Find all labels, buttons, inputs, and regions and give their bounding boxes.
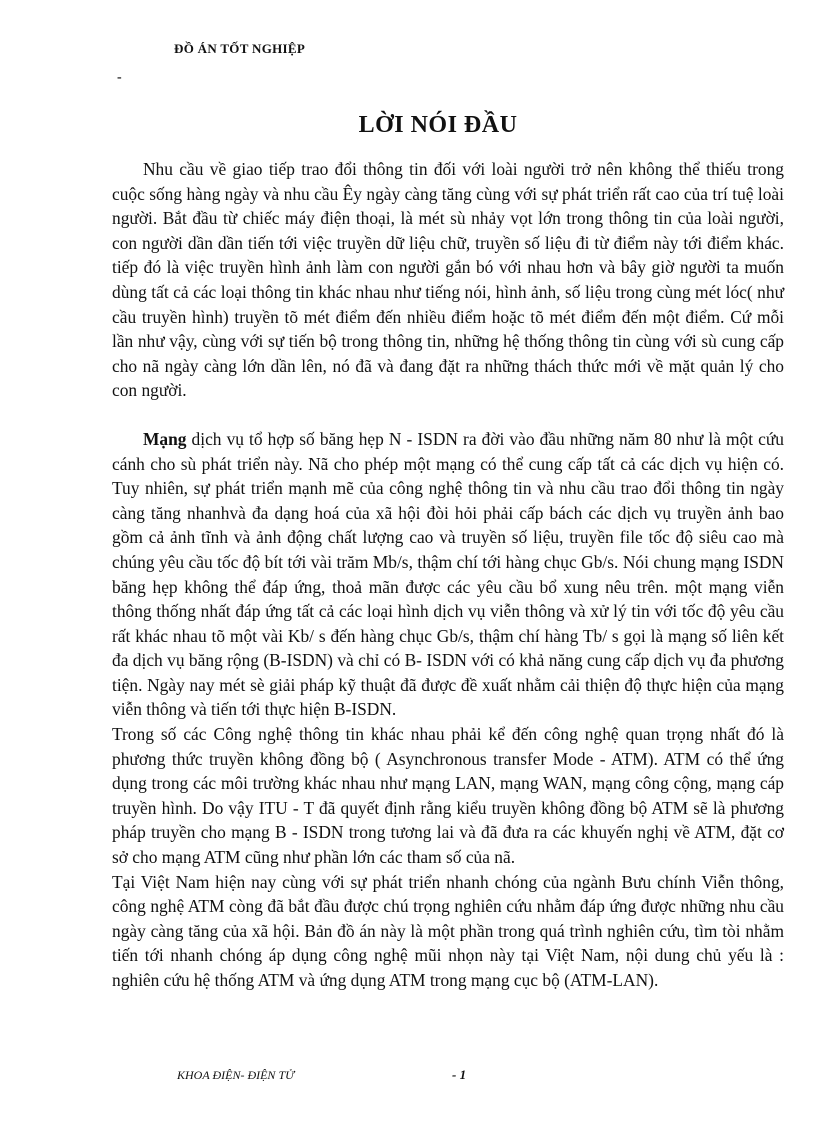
paragraph-isdn-text: dịch vụ tổ hợp số băng hẹp N - ISDN ra đời vào đầu những năm 80 như là một cứu cánh cho sù phát triển này. Nã cho phép một mạng có thể cung cấp tất cả các dịch vụ hiện có. Tuy nhiên, sự phát triển mạnh mẽ của công nghệ thông tin và nhu cầu trao đổi thông tin ngày càng tăng nhanhvà đa dạng hoá của xã hội đòi hỏi phải cấp bách các dịch vụ truyền ảnh bao gồm cả ảnh tĩnh và ảnh động chất lượng cao và truyền số liệu, truyền file tốc độ siêu cao mà chúng yêu cầu tốc độ bít tới vài trăm Mb/s, thậm chí tới hàng chục Gb/s. Nói chung mạng ISDN băng hẹp không thể đáp ứng, thoả mãn được các yêu cầu bổ xung nêu trên. một mạng viễn thông thống nhất đáp ứng tất cả các loại hình dịch vụ viễn thông và xử lý tin với tốc độ yêu cầu rất khác nhau tõ một vài Kb/ s đến hàng chục Gb/s, thậm chí hàng Tb/ s gọi là mạng số liên kết đa dịch vụ băng rộng (B-ISDN) và chỉ có B- ISDN với có khả năng cung cấp dịch vụ đa phương tiện. Ngày nay mét sè giải pháp kỹ thuật đã được đề xuất nhằm cải thiện độ thực hiện của mạng viễn thông và tiến tới thực hiện B-ISDN. xyxy=(112,428,784,720)
document-body xyxy=(112,157,784,993)
paragraph-intro: Nhu cầu về giao tiếp trao đổi thông tin đối với loài người trở nên không thể thiếu trong cuộc sống hàng ngày và nhu cầu Êy ngày càng tăng cùng với sự phát triển rất cao của trí tuệ loài người. Bắt đầu từ chiếc máy điện thoại, là mét sù nhảy vọt lớn trong thông tin của loài người, con người dần dần tiến tới việc truyền dữ liệu chữ, truyền số liệu đi từ điểm này tới điểm khác. tiếp đó là việc truyền hình ảnh làm con người gắn bó với nhau hơn và bây giờ người ta muốn dùng tất cả các loại thông tin khác nhau như tiếng nói, hình ảnh, số liệu trong cùng mét lóc( như cầu truyền hình) truyền tõ mét điểm đến nhiều điểm hoặc tõ mét điểm đến một điểm. Cứ mỗi lần như vậy, cùng với sự tiến bộ trong thông tin, những hệ thống thông tin cùng với sù cung cấp cho nã ngày càng lớn dần lên, nó đã và đang đặt ra những thách thức mới về mặt quản lý cho con người. xyxy=(112,159,784,401)
paragraph-gap xyxy=(112,403,784,427)
page-title: LỜI NÓI ĐẦU xyxy=(358,112,518,138)
footer-department: KHOA ĐIỆN- ĐIỆN TỬ xyxy=(177,1068,295,1082)
document-header: ĐỒ ÁN TỐT NGHIỆP xyxy=(174,41,306,56)
paragraph-vietnam: Tại Việt Nam hiện nay cùng với sự phát triển nhanh chóng của ngành Bưu chính Viễn thông, công nghệ ATM còng đã bắt đầu được chú trọng nghiên cứu nhằm đáp ứng được những nhu cầu ngày càng tăng của xã hội. Bản đồ án này là một phần trong quá trình nghiên cứu, tìm tòi nhằm tiến tới nhanh chóng áp dụng công nghệ mũi nhọn này tại Việt Nam, nội dung chủ yếu là : nghiên cứu hệ thống ATM và ứng dụng ATM trong mạng cục bộ (ATM-LAN). xyxy=(112,871,784,990)
paragraph-lead-word: Mạng xyxy=(143,428,187,449)
paragraph-isdn xyxy=(112,427,784,722)
paragraph-atm: Trong số các Công nghệ thông tin khác nhau phải kể đến công nghệ quan trọng nhất đó là phương thức truyền không đồng bộ ( Asynchronous transfer Mode - ATM). ATM có thể ứng dụng trong các môi trường khác nhau như mạng LAN, mạng WAN, mạng công cộng, mạng cáp truyền hình. Do vậy ITU - T đã quyết định rằng kiểu truyền không đồng bộ ATM sẽ là phương pháp truyền cho mạng B - ISDN trong tương lai và đã đưa ra các khuyến nghị về ATM, đặt cơ sở cho mạng ATM cũng như phần lớn các tham số của nã. xyxy=(112,724,784,868)
header-dash: - xyxy=(117,70,122,85)
footer-page-number: - 1 xyxy=(452,1067,467,1082)
